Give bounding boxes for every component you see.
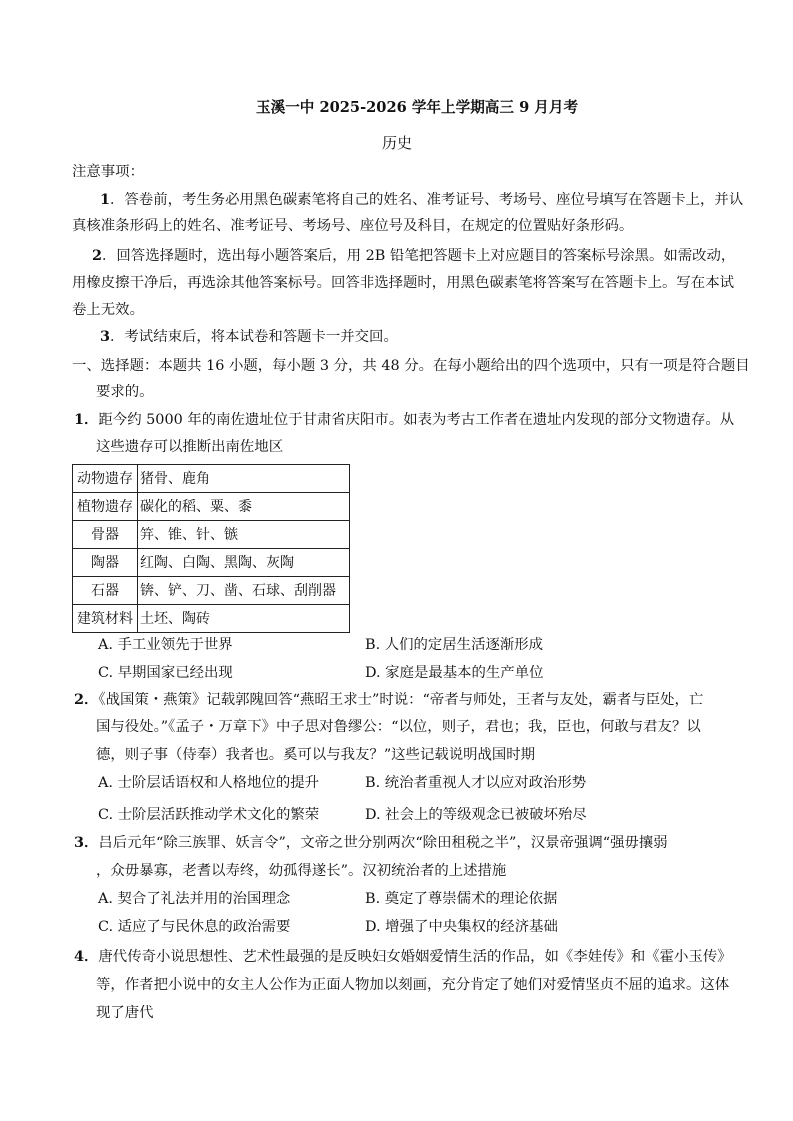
table-cell-category: 植物遗存 — [73, 493, 138, 521]
table-cell-items: 猪骨、鹿角 — [138, 465, 350, 493]
table-cell-category: 建筑材料 — [73, 605, 138, 633]
q3-option-c: C. 适应了与民休息的政治需要 — [98, 919, 291, 935]
notice-item-1-line-1: 1．答卷前，考生务必用黑色碳素笔将自己的姓名、准考证号、考场号、座位号填写在答题卡上，并认 — [100, 191, 744, 208]
relics-table — [72, 464, 350, 633]
notice-item-2-line-3: 卷上无效。 — [72, 302, 144, 318]
q1-option-a: A. 手工业领先于世界 — [98, 637, 233, 653]
q2-option-d: D. 社会上的等级观念已被破坏殆尽 — [365, 807, 587, 823]
table-row — [73, 521, 350, 549]
q1-stem-line-2: 这些遗存可以推断出南佐地区 — [96, 439, 284, 455]
q3-stem-line-2: ，众毋暴寡，老耆以寿终，幼孤得遂长”。汉初统治者的上述措施 — [96, 863, 507, 879]
notice-heading: 注意事项： — [72, 164, 144, 180]
section-heading-line-2: 要求的。 — [96, 384, 154, 400]
table-cell-category: 骨器 — [73, 521, 138, 549]
q3-number: 3． — [74, 834, 99, 851]
table-row — [73, 493, 350, 521]
table-row — [73, 605, 350, 633]
q4-stem-line-3: 现了唐代 — [96, 1005, 154, 1021]
q4-stem-line-2: 等，作者把小说中的女主人公作为正面人物加以刻画，充分肯定了她们对爱情坚贞不屈的追求。这体 — [96, 977, 730, 993]
notice-item-3-line-1: 3．考试结束后，将本试卷和答题卡一并交回。 — [100, 328, 398, 345]
table-row — [73, 465, 350, 493]
q3-option-b: B. 奠定了尊崇儒术的理论依据 — [365, 891, 558, 907]
notice-item-1-line-2: 真核准条形码上的姓名、准考证号、考场号、座位号及科目，在规定的位置贴好条形码。 — [72, 218, 634, 234]
q2-number: 2． — [74, 691, 99, 708]
table-row — [73, 577, 350, 605]
q2-stem-line-2: 国与役处。”《孟子・万章下》中子思对鲁缪公：“以位，则子，君也；我，臣也，何敢与君友？以 — [96, 719, 701, 735]
table-cell-items: 碳化的稻、粟、黍 — [138, 493, 350, 521]
q3-option-d: D. 增强了中央集权的经济基础 — [365, 919, 558, 935]
table-cell-items: 土坯、陶砖 — [138, 605, 350, 633]
q1-option-c: C. 早期国家已经出现 — [98, 665, 233, 681]
table-cell-category: 石器 — [73, 577, 138, 605]
q4-stem-line-1: 4．唐代传奇小说思想性、艺术性最强的是反映妇女婚姻爱情生活的作品，如《李娃传》和《霍小玉传》 — [74, 948, 732, 965]
q1-number: 1． — [74, 411, 99, 428]
subject-name: 历史 — [382, 134, 413, 152]
table-cell-items: 笄、锥、针、镞 — [138, 521, 350, 549]
notice-item-2-line-1: 2．回答选择题时，选出每小题答案后，用 2B 铅笔把答题卡上对应题目的答案标号涂黑。如需改动， — [92, 247, 736, 264]
table-cell-category: 动物遗存 — [73, 465, 138, 493]
q1-stem-line-1: 1．距今约 5000 年的南佐遗址位于甘肃省庆阳市。如表为考古工作者在遗址内发现的部分文物遗存。从 — [74, 411, 735, 428]
section-heading-line-1: 一、选择题：本题共 16 小题，每小题 3 分，共 48 分。在每小题给出的四个选项中，只有一项是符合题目 — [72, 358, 750, 374]
q2-stem-line-3: 德，则子事（侍奉）我者也。奚可以与我友？”这些记载说明战国时期 — [96, 747, 536, 763]
q2-option-b: B. 统治者重视人才以应对政治形势 — [365, 775, 587, 791]
q2-option-a: A. 士阶层话语权和人格地位的提升 — [98, 775, 320, 791]
q3-option-a: A. 契合了礼法并用的治国理念 — [98, 891, 291, 907]
exam-title: 玉溪一中 2025-2026 学年上学期高三 9 月月考 — [256, 99, 579, 116]
table-cell-items: 红陶、白陶、黑陶、灰陶 — [138, 549, 350, 577]
q4-number: 4． — [74, 948, 99, 965]
notice-item-2-line-2: 用橡皮擦干净后，再选涂其他答案标号。回答非选择题时，用黑色碳素笔将答案写在答题卡上。写在本试 — [72, 275, 734, 291]
q2-stem-line-1: 2．《战国策・燕策》记载郭隗回答“燕昭王求士”时说：“帝者与师处，王者与友处，霸者与臣处，亡 — [74, 691, 704, 708]
q1-option-d: D. 家庭是最基本的生产单位 — [365, 665, 544, 681]
table-cell-category: 陶器 — [73, 549, 138, 577]
table-row — [73, 549, 350, 577]
q2-option-c: C. 士阶层活跃推动学术文化的繁荣 — [98, 807, 320, 823]
q3-stem-line-1: 3．吕后元年“除三族罪、妖言令”，文帝之世分别两次“除田租税之半”，汉景帝强调“强毋攘弱 — [74, 834, 668, 851]
q1-option-b: B. 人们的定居生活逐渐形成 — [365, 637, 544, 653]
table-cell-items: 锛、铲、刀、凿、石球、刮削器 — [138, 577, 350, 605]
